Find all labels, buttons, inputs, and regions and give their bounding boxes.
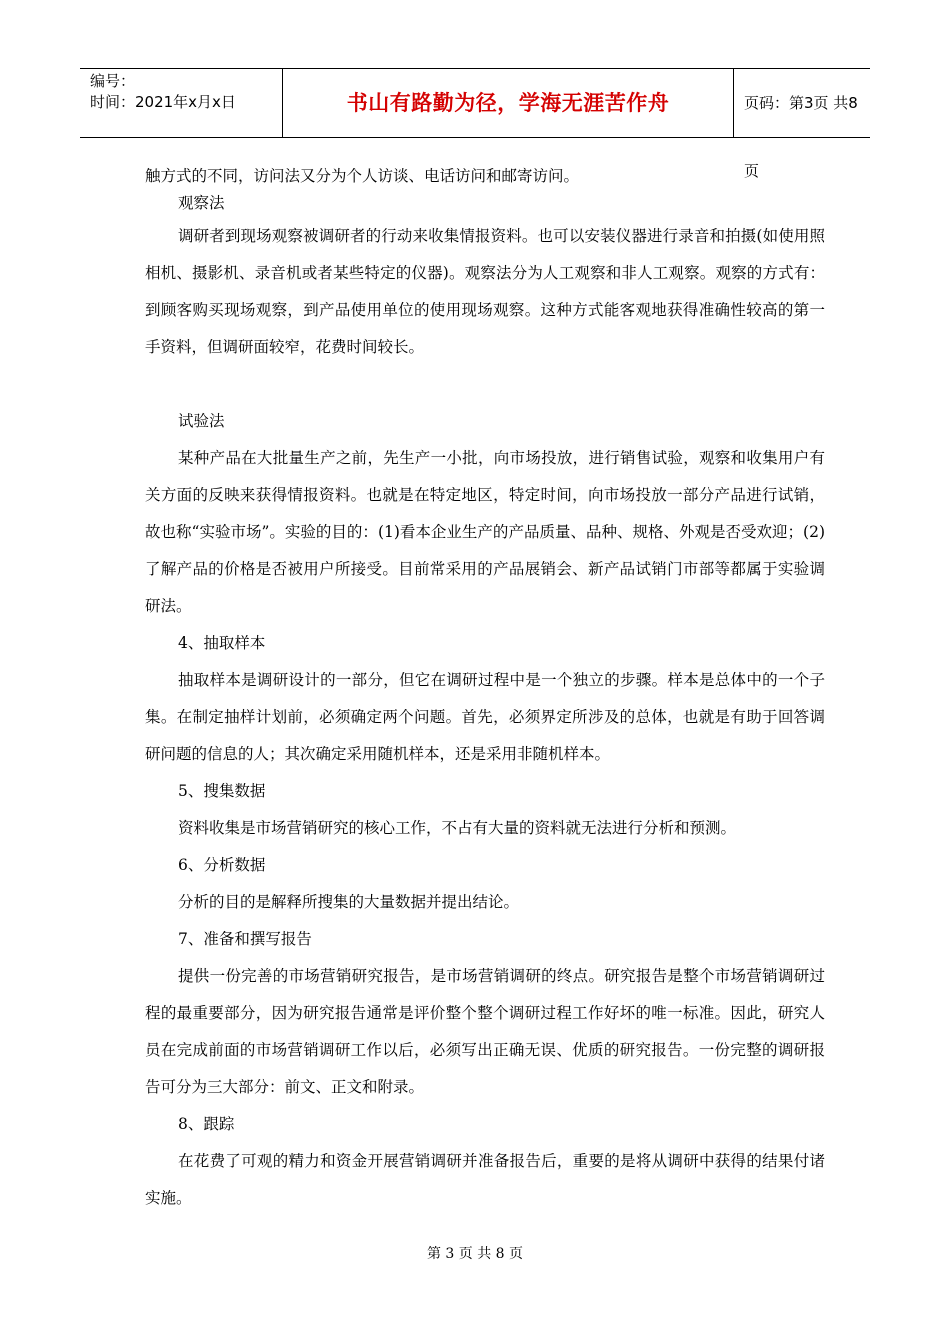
blank-line <box>145 366 825 403</box>
paragraph: 在花费了可观的精力和资金开展营销调研并准备报告后，重要的是将从调研中获得的结果付诸实施。 <box>145 1152 825 1207</box>
section-heading: 6、分析数据 <box>178 856 266 874</box>
section-heading: 7、准备和撰写报告 <box>178 930 312 948</box>
paragraph: 分析的目的是解释所搜集的大量数据并提出结论。 <box>178 893 520 911</box>
paragraph: 某种产品在大批量生产之前，先生产一小批，向市场投放，进行销售试验，观察和收集用户有关方面的反映来获得情报资料。也就是在特定地区，特定时间，向市场投放一部分产品进行试销，故也称“实验市场”。实验的目的：(1)看本企业生产的产品质量、品种、规格、外观是否受欢迎；(2)了解产品的价格是否被用户所接受。目前常采用的产品展销会、新产品试销门市部等都属于实验调研法。 <box>145 449 825 615</box>
section-heading: 试验法 <box>178 412 225 430</box>
document-body <box>145 158 825 1217</box>
header-page-code: 页码：第3页 共8页 <box>744 94 858 180</box>
paragraph: 抽取样本是调研设计的一部分，但它在调研过程中是一个独立的步骤。样本是总体中的一个子集。在制定抽样计划前，必须确定两个问题。首先，必须界定所涉及的总体，也就是有助于回答调研问题的信息的人；其次确定采用随机样本，还是采用非随机样本。 <box>145 671 825 763</box>
header-meta <box>80 69 282 137</box>
paragraph: 资料收集是市场营销研究的核心工作，不占有大量的资料就无法进行分析和预测。 <box>178 819 737 837</box>
paragraph: 触方式的不同，访问法又分为个人访谈、电话访问和邮寄访问。 <box>145 167 580 185</box>
page-footer: 第 3 页 共 8 页 <box>426 1246 524 1262</box>
section-heading: 4、抽取样本 <box>178 634 266 652</box>
paragraph: 提供一份完善的市场营销研究报告，是市场营销调研的终点。研究报告是整个市场营销调研过程的最重要部分，因为研究报告通常是评价整个整个调研过程工作好坏的唯一标准。因此，研究人员在完成前面的市场营销调研工作以后，必须写出正确无误、优质的研究报告。一份完整的调研报告可分为三大部分：前文、正文和附录。 <box>145 967 825 1096</box>
section-heading: 5、搜集数据 <box>178 782 266 800</box>
number-label: 编号： <box>90 72 136 90</box>
date-label: 时间：2021年x月x日 <box>90 93 236 111</box>
section-heading: 8、跟踪 <box>178 1115 235 1133</box>
header-motto: 书山有路勤为径，学海无涯苦作舟 <box>282 69 734 137</box>
paragraph: 调研者到现场观察被调研者的行动来收集情报资料。也可以安装仪器进行录音和拍摄(如使用照相机、摄影机、录音机或者某些特定的仪器)。观察法分为人工观察和非人工观察。观察的方式有：到顾客购买现场观察，到产品使用单位的使用现场观察。这种方式能客观地获得准确性较高的第一手资料，但调研面较窄，花费时间较长。 <box>145 227 825 356</box>
section-heading: 观察法 <box>178 194 225 212</box>
